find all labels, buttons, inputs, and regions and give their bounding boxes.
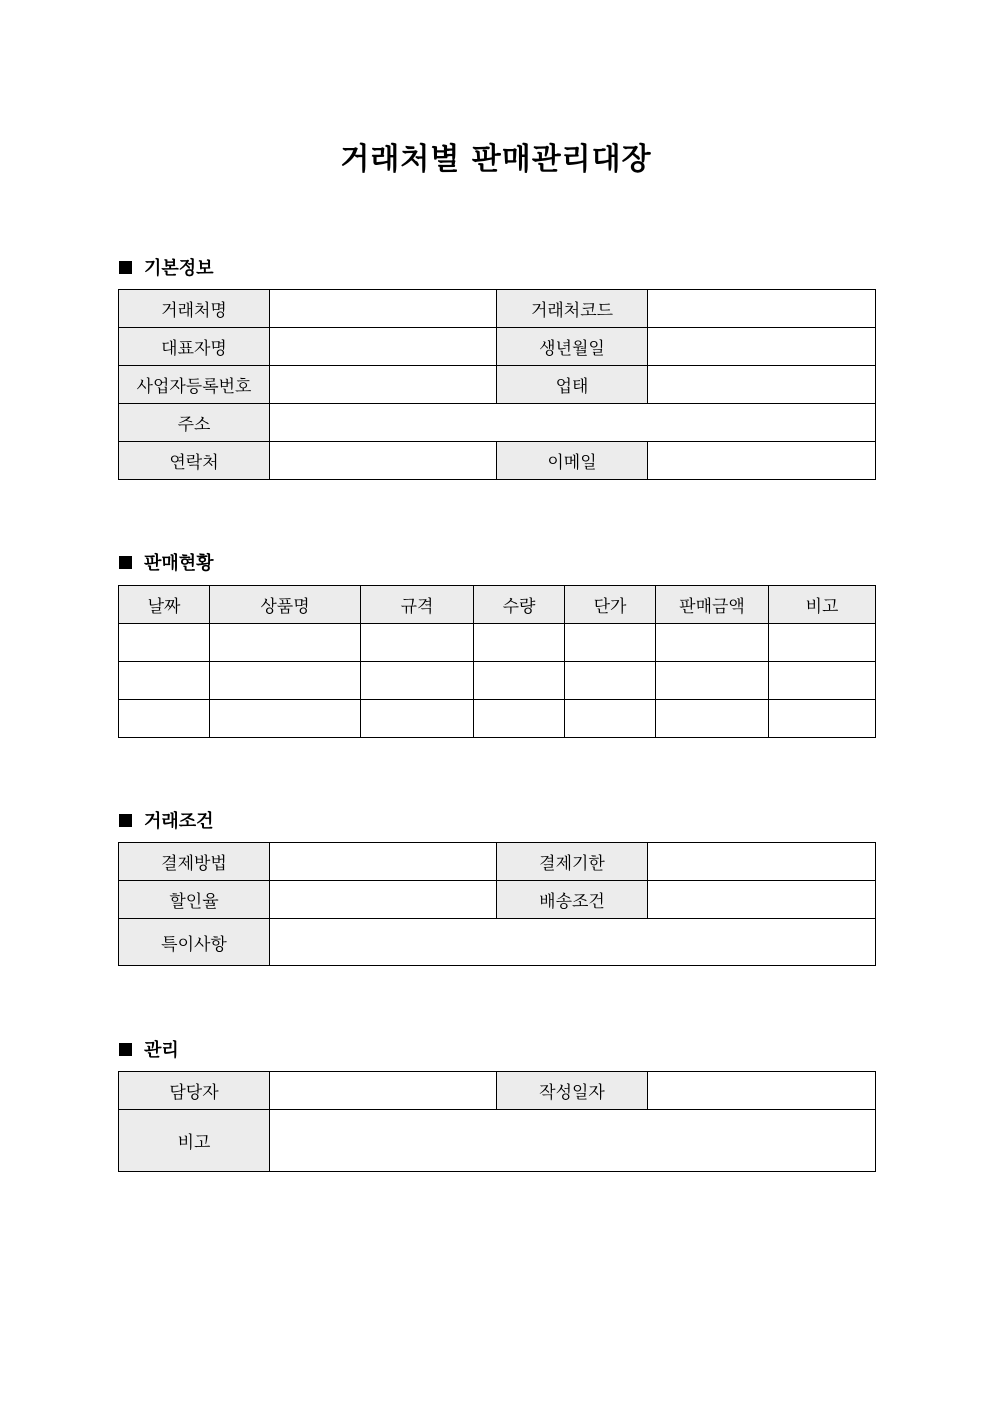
sales-cell[interactable] (656, 662, 769, 700)
representative-label: 대표자명 (119, 328, 270, 366)
management-heading-text: 관리 (144, 1040, 179, 1061)
delivery-terms-label: 배송조건 (497, 881, 648, 919)
sales-cell[interactable] (565, 624, 656, 662)
email-field[interactable] (648, 442, 876, 480)
table-row (119, 366, 876, 404)
client-code-field[interactable] (648, 290, 876, 328)
management-heading (119, 1036, 179, 1062)
date-written-label: 작성일자 (497, 1072, 648, 1110)
payment-deadline-field[interactable] (648, 843, 876, 881)
column-header-product: 상품명 (210, 586, 361, 624)
sales-cell[interactable] (210, 662, 361, 700)
client-name-label: 거래처명 (119, 290, 270, 328)
manager-field[interactable] (270, 1072, 497, 1110)
remarks-field[interactable] (270, 1110, 876, 1172)
representative-field[interactable] (270, 328, 497, 366)
table-row (119, 1072, 876, 1110)
special-notes-label: 특이사항 (119, 919, 270, 966)
table-row (119, 881, 876, 919)
payment-method-label: 결제방법 (119, 843, 270, 881)
business-number-label: 사업자등록번호 (119, 366, 270, 404)
sales-heading (119, 549, 214, 575)
table-header-row (119, 586, 876, 624)
page-title: 거래처별 판매관리대장 (340, 142, 652, 177)
sales-cell[interactable] (565, 700, 656, 738)
table-row (119, 843, 876, 881)
terms-table (118, 842, 876, 966)
email-label: 이메일 (497, 442, 648, 480)
basic-info-heading-text: 기본정보 (144, 258, 214, 279)
sales-cell[interactable] (656, 700, 769, 738)
management-table (118, 1071, 876, 1172)
terms-heading (119, 807, 214, 833)
table-row (119, 662, 876, 700)
table-row (119, 624, 876, 662)
sales-cell[interactable] (474, 662, 565, 700)
sales-cell[interactable] (565, 662, 656, 700)
sales-cell[interactable] (361, 700, 474, 738)
square-bullet-icon (119, 814, 132, 827)
table-row (119, 404, 876, 442)
payment-method-field[interactable] (270, 843, 497, 881)
discount-rate-label: 할인율 (119, 881, 270, 919)
table-row (119, 1110, 876, 1172)
table-row (119, 290, 876, 328)
sales-heading-text: 판매현황 (144, 553, 214, 574)
column-header-amount: 판매금액 (656, 586, 769, 624)
delivery-terms-field[interactable] (648, 881, 876, 919)
square-bullet-icon (119, 1043, 132, 1056)
sales-cell[interactable] (119, 662, 210, 700)
table-row (119, 442, 876, 480)
sales-cell[interactable] (361, 662, 474, 700)
address-field[interactable] (270, 404, 876, 442)
sales-cell[interactable] (210, 624, 361, 662)
column-header-unit-price: 단가 (565, 586, 656, 624)
basic-info-table (118, 289, 876, 480)
column-header-spec: 규격 (361, 586, 474, 624)
column-header-quantity: 수량 (474, 586, 565, 624)
date-written-field[interactable] (648, 1072, 876, 1110)
sales-cell[interactable] (474, 700, 565, 738)
sales-cell[interactable] (361, 624, 474, 662)
business-type-label: 업태 (497, 366, 648, 404)
sales-cell[interactable] (656, 624, 769, 662)
sales-cell[interactable] (769, 700, 876, 738)
sales-table (118, 585, 876, 738)
address-label: 주소 (119, 404, 270, 442)
birthdate-label: 생년월일 (497, 328, 648, 366)
table-row (119, 328, 876, 366)
terms-heading-text: 거래조건 (144, 811, 214, 832)
discount-rate-field[interactable] (270, 881, 497, 919)
column-header-note: 비고 (769, 586, 876, 624)
sales-cell[interactable] (119, 700, 210, 738)
birthdate-field[interactable] (648, 328, 876, 366)
basic-info-heading (119, 254, 214, 280)
contact-label: 연락처 (119, 442, 270, 480)
payment-deadline-label: 결제기한 (497, 843, 648, 881)
client-name-field[interactable] (270, 290, 497, 328)
sales-cell[interactable] (769, 662, 876, 700)
square-bullet-icon (119, 261, 132, 274)
client-code-label: 거래처코드 (497, 290, 648, 328)
column-header-date: 날짜 (119, 586, 210, 624)
remarks-label: 비고 (119, 1110, 270, 1172)
business-number-field[interactable] (270, 366, 497, 404)
table-row (119, 919, 876, 966)
sales-cell[interactable] (119, 624, 210, 662)
sales-cell[interactable] (210, 700, 361, 738)
sales-cell[interactable] (769, 624, 876, 662)
business-type-field[interactable] (648, 366, 876, 404)
sales-cell[interactable] (474, 624, 565, 662)
contact-field[interactable] (270, 442, 497, 480)
square-bullet-icon (119, 556, 132, 569)
table-row (119, 700, 876, 738)
special-notes-field[interactable] (270, 919, 876, 966)
manager-label: 담당자 (119, 1072, 270, 1110)
